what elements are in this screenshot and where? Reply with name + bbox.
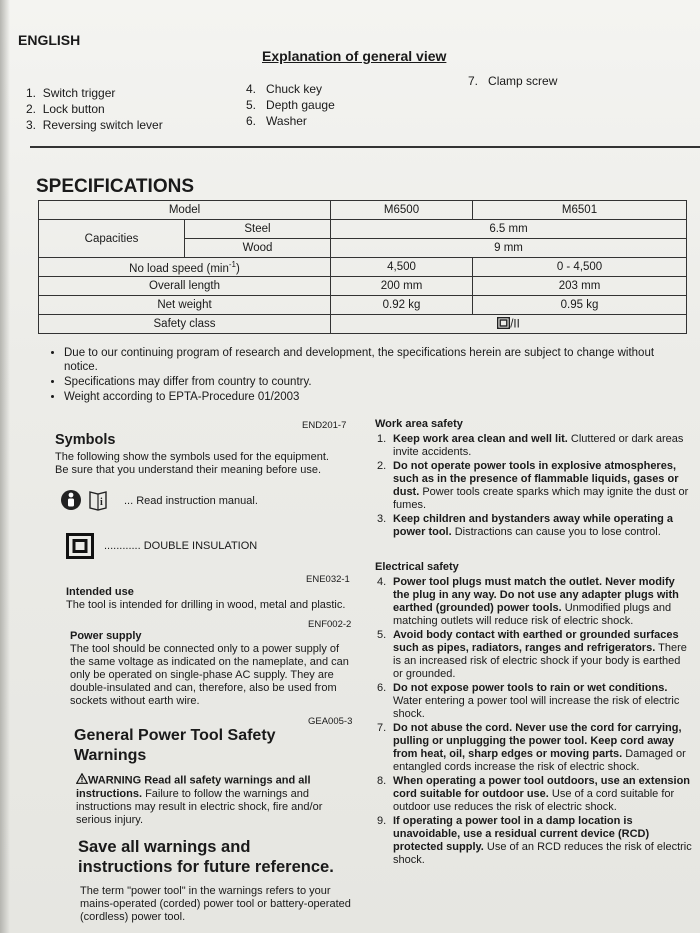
double-insulation-icon (497, 317, 510, 332)
work-area-section (375, 418, 693, 540)
model-2: M6501 (473, 201, 687, 220)
table-row (39, 277, 687, 296)
save-warnings-line: instructions for future reference. (78, 858, 334, 876)
spec-note: • Due to our continuing program of research and development, the specifications herein are subject to change without notice. (64, 346, 680, 374)
warning-text: Failure to follow the warnings and (142, 788, 309, 800)
electrical-list (375, 576, 693, 867)
work-area-list (375, 433, 693, 539)
term-line: mains-operated (corded) power tool or battery-operated (80, 898, 351, 910)
warning-triangle-icon (76, 773, 88, 788)
list-item: 7. Do not abuse the cord. Never use the cord for carrying, pulling or unplugging the power tool. Keep cord away from heat, oil, sharp edges or moving parts. Damaged or entangled cords increase the risk of electric shock. (377, 722, 686, 773)
general-view-item: 5. Depth gauge (246, 98, 335, 112)
no-load-speed-label: No load speed $(\min^{-1})$ (39, 258, 331, 277)
table-row (39, 315, 687, 334)
symbols-title: Symbols (55, 432, 116, 448)
list-item: 3. Keep children and bystanders away while operating a power tool. Distractions can cause you to lose control. (377, 513, 673, 538)
specifications-title: SPECIFICATIONS (36, 176, 194, 197)
general-view-item: 1. Switch trigger (26, 86, 116, 100)
read-manual-icon (60, 489, 116, 516)
intended-use-code: ENE032-1 (306, 574, 350, 585)
power-supply-text (70, 643, 370, 708)
list-item: 4. Power tool plugs must match the outlet. Never modify the plug in any way. Do not use any adapter plugs with earthed (grounded) power tools. Unmodified plugs and matching outlets will reduce risk of electric shock. (377, 576, 679, 627)
net-weight-label: Net weight (39, 296, 331, 315)
power-tool-term (80, 885, 370, 924)
overall-length-1: 200 mm (331, 277, 473, 296)
double-insulation-icon (66, 533, 94, 564)
term-line: The term "power tool" in the warnings refers to your (80, 885, 331, 897)
warning-text: serious injury. (76, 814, 144, 826)
net-weight-2: 0.95 kg (473, 296, 687, 315)
power-supply-code: ENF002-2 (308, 619, 352, 630)
general-safety-title (74, 726, 276, 766)
no-load-speed-1: 4,500 (331, 258, 473, 277)
symbols-intro-line: Be sure that you understand their meaning before use. (55, 464, 322, 476)
power-supply-line: only be operated on single-phase AC supply. They are (70, 669, 334, 681)
general-safety-title-line: General Power Tool Safety (74, 727, 276, 744)
warning-text: instructions may result in electric shock, fire and/or (76, 801, 323, 813)
warning-line-2 (76, 788, 366, 801)
general-view-item: 6. Washer (246, 114, 307, 128)
read-manual-symbol (60, 489, 116, 516)
general-view-item: 7. Clamp screw (468, 74, 558, 88)
general-view-item: 3. Reversing switch lever (26, 118, 163, 132)
list-item: 2. Do not operate power tools in explosive atmospheres, such as in the presence of flammable liquids, gases or dust. Power tools create sparks which may ignite the dust or fumes. (377, 460, 689, 511)
warning-block (76, 773, 366, 827)
electrical-section (375, 561, 693, 868)
table-row (39, 201, 687, 220)
save-warnings-heading (78, 837, 334, 877)
warning-bold: instructions. (76, 788, 143, 800)
list-item: 6. Do not expose power tools to rain or wet conditions. Water entering a power tool will increase the risk of electric shock. (377, 682, 680, 720)
model-1: M6500 (331, 201, 473, 220)
svg-text:i: i (100, 497, 103, 508)
power-supply-line: The tool should be connected only to a power supply of (70, 643, 340, 655)
symbols-intro-line: The following show the symbols used for the equipment. (55, 451, 329, 463)
specifications-table (38, 200, 687, 334)
steel-label: Steel (185, 220, 331, 239)
overall-length-2: 203 mm (473, 277, 687, 296)
warning-line-1 (76, 773, 366, 788)
general-safety-code: GEA005-3 (308, 716, 353, 727)
power-supply-line: sockets without earth wire. (70, 695, 200, 707)
power-supply-title: Power supply (70, 630, 142, 642)
general-safety-title-line: Warnings (74, 747, 147, 764)
general-view-title: Explanation of general view (262, 48, 447, 64)
double-insulation-symbol (66, 533, 94, 564)
symbols-code: END201-7 (302, 420, 347, 431)
spec-note: • Specifications may differ from country to country. (64, 375, 680, 389)
list-item: 8. When operating a power tool outdoors, use an extension cord suitable for outdoor use. Use of a cord suitable for outdoor use reduces the risk of electric shock. (377, 775, 691, 813)
work-area-title: Work area safety (375, 418, 463, 430)
table-row (39, 258, 687, 277)
table-row (39, 220, 687, 239)
page-edge-shadow (0, 0, 10, 933)
double-insulation-text: ............ DOUBLE INSULATION (104, 540, 258, 552)
warning-bold: WARNING Read all safety warnings and all (88, 774, 311, 787)
list-item: 9. If operating a power tool in a damp location is unavoidable, use a residual current device (RCD) protected supply. Use of an RCD reduces the risk of electric shock. (377, 815, 692, 866)
power-supply-line: double-insulated and can, therefore, also be used from (70, 682, 337, 694)
power-supply-line: the same voltage as indicated on the nameplate, and can (70, 656, 349, 668)
table-row (39, 296, 687, 315)
wood-value: 9 mm (331, 239, 687, 258)
spec-note: • Weight according to EPTA-Procedure 01/2003 (64, 390, 680, 404)
wood-label: Wood (185, 239, 331, 258)
intended-use-text: The tool is intended for drilling in wood, metal and plastic. (66, 599, 346, 611)
safety-class-label: Safety class (39, 315, 331, 334)
save-warnings-line: Save all warnings and (78, 838, 251, 856)
intended-use-title: Intended use (66, 586, 134, 598)
general-view-item: 2. Lock button (26, 102, 105, 116)
section-divider (30, 146, 700, 148)
term-line: (cordless) power tool. (80, 911, 186, 923)
read-manual-text: ... Read instruction manual. (124, 495, 258, 507)
list-item: 1. Keep work area clean and well lit. Cluttered or dark areas invite accidents. (377, 433, 684, 458)
net-weight-1: 0.92 kg (331, 296, 473, 315)
safety-class-value: /II (331, 315, 687, 334)
capacities-label: Capacities (39, 220, 185, 258)
general-view-item: 4. Chuck key (246, 82, 323, 96)
spec-notes (50, 346, 680, 405)
list-item: 5. Avoid body contact with earthed or grounded surfaces such as pipes, radiators, ranges and refrigerators. There is an increased risk of electric shock if your body is earthed or grounded. (377, 629, 687, 680)
overall-length-label: Overall length (39, 277, 331, 296)
electrical-title: Electrical safety (375, 561, 459, 573)
no-load-speed-2: 0 - 4,500 (473, 258, 687, 277)
language-heading: ENGLISH (18, 32, 81, 48)
model-label: Model (39, 201, 331, 220)
symbols-intro (55, 451, 365, 477)
steel-value: 6.5 mm (331, 220, 687, 239)
